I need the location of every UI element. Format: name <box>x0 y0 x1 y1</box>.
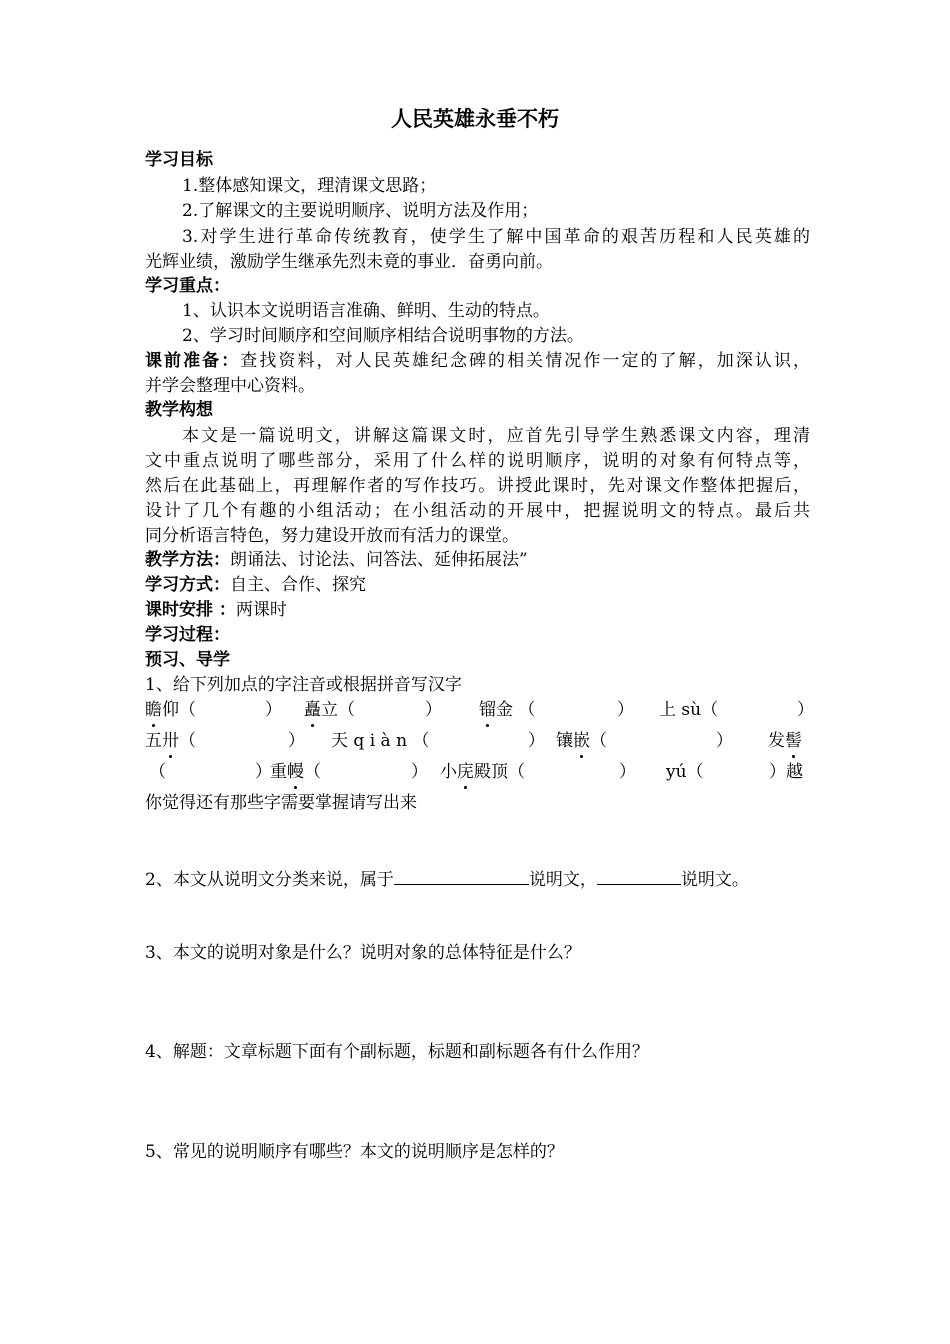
design-line-5: 同分析语言特色，努力建设开放而有活力的课堂。 <box>145 526 519 546</box>
preview-heading: 预习、导学 <box>145 650 230 670</box>
goal-item-3-line-1: 3.对学生进行革命传统教育，使学生了解中国革命的艰苦历程和人民英雄的 <box>182 227 810 247</box>
goal-item-3-line-2: 光辉业绩，激励学生继承先烈未竟的事业．奋勇向前。 <box>145 252 553 272</box>
style-text: 自主、合作、探究 <box>230 575 366 595</box>
dotted-char: 矗 <box>304 700 321 720</box>
method-line <box>145 548 810 572</box>
keypoint-item-2: 2、学习时间顺序和空间顺序相结合说明事物的方法。 <box>182 326 584 346</box>
goal-item-1: 1.整体感知课文，理清课文思路； <box>182 176 437 196</box>
item-xiangqian-close: ） <box>716 731 733 751</box>
item-faji-open: （ <box>149 762 166 782</box>
schedule-line <box>145 598 810 622</box>
item-wusa-close: ） <box>288 731 305 751</box>
schedule-text: 两课时 <box>235 600 287 620</box>
item-chuli-close: ） <box>425 700 442 720</box>
item-yu-close: ）越 <box>769 762 803 782</box>
item-zhanyang-close: ） <box>265 700 282 720</box>
design-heading: 教学构想 <box>145 400 213 420</box>
process-heading: 学习过程： <box>145 625 230 645</box>
question-1-extra: 你觉得还有那些字需要掌握请写出来 <box>145 793 417 813</box>
item-wusa: 五卅（ <box>145 731 196 751</box>
prep-text-1: 查找资料，对人民英雄纪念碑的相关情况作一定的了解，加深认识， <box>240 351 811 371</box>
dotted-char: 瞻 <box>145 700 162 720</box>
design-line-3: 然后在此基础上，再理解作者的写作技巧。讲授此课时，先对课文作整体把握后， <box>145 476 810 496</box>
dotted-char: 嵌 <box>573 731 590 751</box>
item-wudianding-close: ） <box>619 762 636 782</box>
item-shangsu: 上 sù（ <box>659 700 719 720</box>
design-line-2: 文中重点说明了哪些部分，采用了什么样的说明顺序，说明的对象有何特点等， <box>145 451 810 471</box>
item-shangsu-close: ） <box>797 700 814 720</box>
answer-blank-1[interactable] <box>394 866 529 885</box>
item-chongman-close: ） <box>411 762 428 782</box>
item-zhanyang: 瞻仰（ <box>145 700 196 720</box>
item-faji-close: ） <box>255 762 272 782</box>
prep-line-1 <box>145 349 810 373</box>
method-text: 朗诵法、讨论法、问答法、延伸拓展法” <box>230 550 528 570</box>
prep-label: 课前准备： <box>145 351 241 371</box>
item-chongman: 重幔（ <box>270 762 321 782</box>
design-line-1: 本文是一篇说明文，讲解这篇课文时，应首先引导学生熟悉课文内容，理清 <box>182 426 810 446</box>
keypoints-heading: 学习重点： <box>145 276 230 296</box>
goals-heading: 学习目标 <box>145 150 213 170</box>
dotted-char: 幔 <box>287 762 304 782</box>
schedule-label: 课时安排 ： <box>145 600 236 620</box>
item-chuli: 矗立（ <box>304 700 355 720</box>
style-label: 学习方式： <box>145 575 230 595</box>
dotted-char: 庑 <box>457 762 474 782</box>
dotted-char: 髻 <box>785 731 802 751</box>
goal-item-2: 2.了解课文的主要说明顺序、说明方法及作用； <box>182 201 539 221</box>
question-4: 4、解题：文章标题下面有个副标题，标题和副标题各有什么作用？ <box>145 1042 649 1062</box>
style-line <box>145 573 810 597</box>
prep-line-2: 并学会整理中心资料。 <box>145 376 315 396</box>
answer-blank-2[interactable] <box>597 866 681 885</box>
question-5: 5、常见的说明顺序有哪些？本文的说明顺序是怎样的？ <box>145 1142 564 1162</box>
item-xiangqian: 镶嵌（ <box>556 731 607 751</box>
question-3: 3、本文的说明对象是什么？说明对象的总体特征是什么？ <box>145 943 581 963</box>
item-tianqian-close: ） <box>528 731 545 751</box>
item-liujin: 镏金 （ <box>479 700 536 720</box>
item-faji: 发髻 <box>768 731 802 751</box>
dotted-char: 卅 <box>162 731 179 751</box>
design-line-4: 设计了几个有趣的小组活动；在小组活动的开展中，把握说明文的特点。最后共 <box>145 501 810 521</box>
question-2: 2、本文从说明文分类来说，属于 说明文， 说明文。 <box>145 866 810 892</box>
item-wudianding: 小庑殿顶（ <box>440 762 525 782</box>
method-label: 教学方法： <box>145 550 230 570</box>
page-title: 人民英雄永垂不朽 <box>391 107 559 131</box>
item-tianqian: 天 q i à n （ <box>331 731 430 751</box>
item-yu: yú（ <box>666 762 704 782</box>
question-1: 1、给下列加点的字注音或根据拼音写汉字 <box>145 675 462 695</box>
item-liujin-close: ） <box>617 700 634 720</box>
dotted-char: 镏 <box>479 700 496 720</box>
keypoint-item-1: 1、认识本文说明语言准确、鲜明、生动的特点。 <box>182 301 550 321</box>
